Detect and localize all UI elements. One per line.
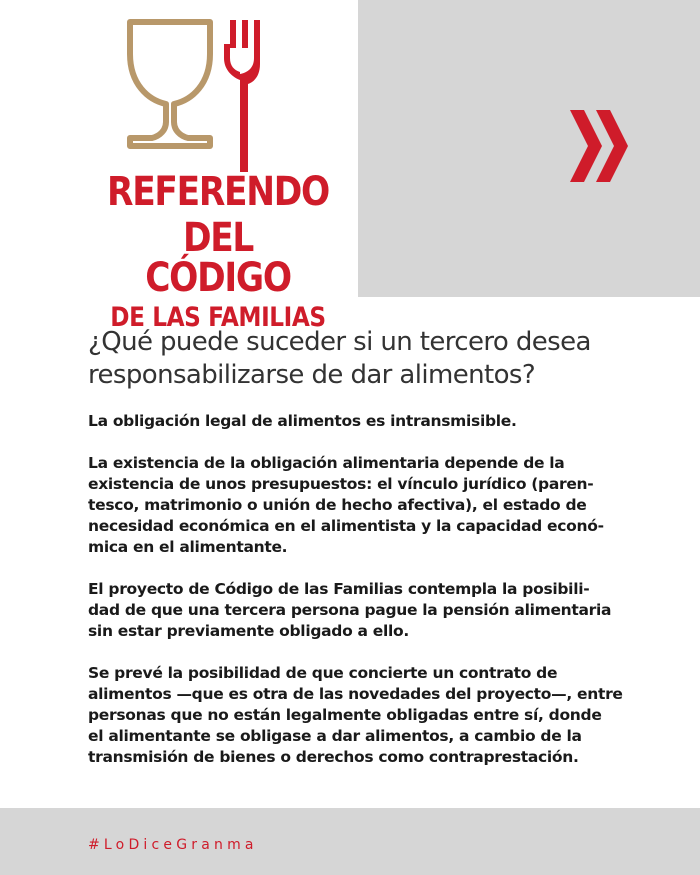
body-text xyxy=(88,411,668,789)
referendum-title xyxy=(88,169,348,333)
header-gray-panel xyxy=(358,0,700,297)
paragraph-1 xyxy=(88,411,668,432)
paragraph-3 xyxy=(88,579,668,642)
paragraph-line: el alimentante se obligase a dar alimentos, a cambio de la xyxy=(88,727,582,745)
double-chevron-right-icon xyxy=(570,110,632,182)
paragraph-line: personas que no están legalmente obligadas entre sí, donde xyxy=(88,706,602,724)
paragraph-4 xyxy=(88,663,668,768)
paragraph-line: La obligación legal de alimentos es intransmisible. xyxy=(88,412,517,430)
paragraph-line: Se prevé la posibilidad de que concierte un contrato de xyxy=(88,664,558,682)
paragraph-line: tesco, matrimonio o unión de hecho afectiva), el estado de xyxy=(88,496,587,514)
paragraph-line: La existencia de la obligación alimentaria depende de la xyxy=(88,454,565,472)
paragraph-line: transmisión de bienes o derechos como contraprestación. xyxy=(88,748,579,766)
hashtag-label: #LoDiceGranma xyxy=(88,837,258,853)
title-line-2: DEL CÓDIGO xyxy=(145,215,291,301)
paragraph-line: El proyecto de Código de las Familias contempla la posibili- xyxy=(88,580,590,598)
paragraph-line: dad de que una tercera persona pague la pensión alimentaria xyxy=(88,601,612,619)
paragraph-line: sin estar previamente obligado a ello. xyxy=(88,622,409,640)
paragraph-line: necesidad económica en el alimentista y la capacidad econó- xyxy=(88,517,604,535)
title-line-3: DE LAS FAMILIAS xyxy=(110,302,326,333)
paragraph-line: alimentos —que es otra de las novedades del proyecto—, entre xyxy=(88,685,623,703)
question-heading xyxy=(88,326,668,392)
paragraph-2 xyxy=(88,453,668,558)
paragraph-line: existencia de unos presupuestos: el vínculo jurídico (paren- xyxy=(88,475,594,493)
question-line-2: responsabilizarse de dar alimentos? xyxy=(88,360,536,390)
wine-glass-and-fork-icon xyxy=(118,14,278,174)
title-line-1: REFERENDO xyxy=(107,169,329,215)
question-line-1: ¿Qué puede suceder si un tercero desea xyxy=(88,327,591,357)
paragraph-line: mica en el alimentante. xyxy=(88,538,288,556)
